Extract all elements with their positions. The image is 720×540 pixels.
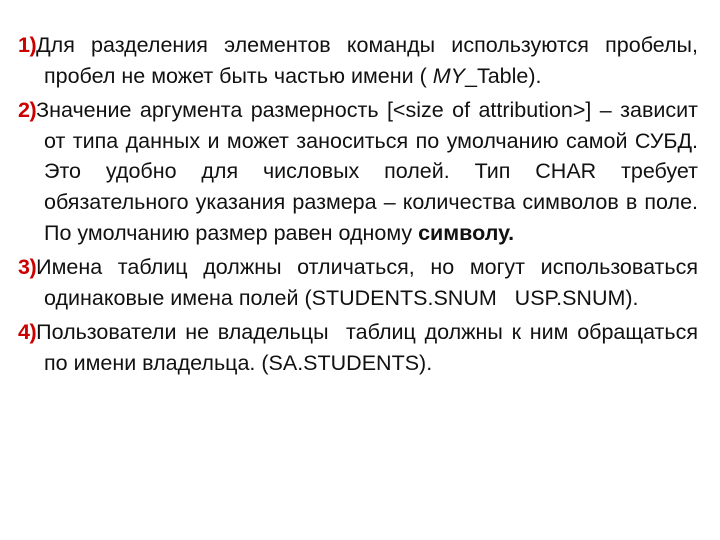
- item-text: Для разделения элементов команды используются пробелы, пробел не может быть частью имени (: [36, 33, 698, 88]
- item-text-end: _Table).: [464, 63, 542, 88]
- item-text: Значение аргумента размерность [<size of attribution>] – зависит от типа данных и может заноситься по умолчанию самой СУБД. Это удобно для числовых полей. Тип CHAR требует обязательного указания размера – количества символов в поле. По умолчанию размер равен одному: [36, 98, 698, 245]
- rule-item-3: [18, 252, 704, 313]
- item-number: 2): [18, 98, 37, 123]
- item-text-bold: символу.: [418, 220, 515, 245]
- item-number: 4): [18, 320, 37, 345]
- item-text-italic: MY: [432, 63, 465, 88]
- rule-item-2: [18, 95, 698, 248]
- rule-item-4: [18, 317, 704, 378]
- item-number: 3): [18, 255, 37, 280]
- item-text: Имена таблиц должны отличаться, но могут использоваться одинаковые имена полей (STUDENTS.SNUM USP.SNUM).: [36, 255, 704, 310]
- rule-item-1: [18, 30, 698, 91]
- item-text: Пользователи не владельцы таблиц должны к ним обращаться по имени владельца. (SA.STUDENTS).: [36, 320, 704, 375]
- item-number: 1): [18, 33, 37, 57]
